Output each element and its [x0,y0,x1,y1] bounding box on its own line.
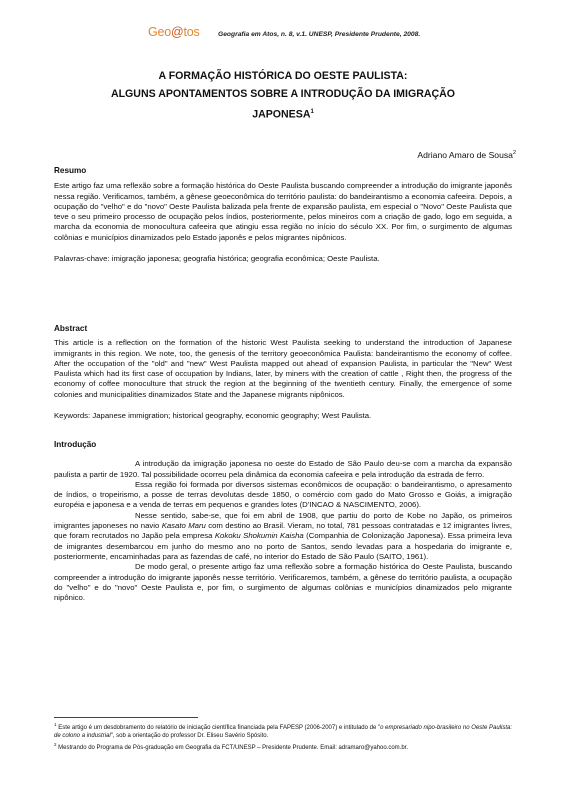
author-name: Adriano Amaro de Sousa [417,150,513,160]
resumo-section [54,166,512,264]
abstract-text: This article is a reflection on the formation of the historic West Paulista seeking to understand the introduction of Japanese immigrants in this region. We note, too, the genesis of the territory geoeconômica Paulista: bandeirantismo the economy of coffee. After the occupation of the "old" and "new" West Paulista mapped out ahead of expansion Paulista, in particular the "New" West Paulista which had its first case of occupation by Indians, later, by miners with the creation of cattle , Right then, the progress of the economy of coffee monoculture that struck the region at the beginning of the twentieth century. Finally, the emergence of some colonies and municipalities dinamizados State and the Japanese migrants nipônicos. [54,338,512,399]
article-title [60,67,506,124]
abstract-keywords: Keywords: Japanese immigration; historical geography, economic geography; West Paulista. [54,411,372,421]
footnote-1 [54,721,512,740]
title-line-3 [60,103,506,124]
footnote-2-mark: 2 [54,742,57,747]
footnote-1-part-b: ", sob a orientação do professor Dr. Eliseu Savério Spósito. [110,733,269,739]
intro-p3-part-c: (Companhia de Colonização Japonesa). Essa primeira leva de imigrantes desembarcou em junho do mesmo ano no porto de Santos, sendo levadas para a hospedaria do imigrante e, posteriormente, encaminhadas para as fazendas de café, no interior do Estado de São Paulo (SAITO, 1961). [54,531,512,561]
page-header [0,22,566,44]
intro-p3-part-a: Nesse sentido, sabe-se, que foi em abril de 1908, que partiu do porto de Kobe no Japão, os primeiros imigrantes japoneses no navio [54,510,512,531]
author-footnote-mark: 2 [512,150,516,157]
footnote-divider [54,717,198,718]
title-footnote-mark: 1 [310,109,314,115]
footnote-2-text: Mestrando do Programa de Pós-graduação em Geografia da FCT/UNESP – Presidente Prudente. Email: adramaro@yahoo.com.br. [56,745,409,751]
introducao-heading: Introdução [54,440,97,449]
journal-logo: Geo@tos [148,25,200,39]
resumo-heading: Resumo [54,166,87,175]
resumo-keywords: Palavras-chave: imigração japonesa; geografia histórica; geografia econômica; Oeste Paulista. [54,254,380,264]
intro-paragraph-4: De modo geral, o presente artigo faz uma reflexão sobre a formação histórica do Oeste Paulista, buscando compreender a introdução do imigrante japonês nesse território. Verificaremos, também, a gênese do território paulista, a ocupação do "velho" e do "novo" Oeste Paulista e, por fim, o surgimento de algumas colônias e municípios dinamizados pelo migrante nipônico. [54,562,512,603]
intro-paragraph-1: A introdução da imigração japonesa no oeste do Estado de São Paulo deu-se com a marcha da expansão paulista a partir de 1920. Tal possibilidade ocorreu pela dinâmica da economia cafeeira e pela introdução da estrada de ferro. [54,459,512,479]
footnote-1-mark: 1 [54,722,57,727]
footnote-2 [54,741,512,752]
footnote-1-part-a: Este artigo é um desdobramento do relatório de iniciação científica financiada pela FAPESP (2006-2007) e intitulado de " [56,725,381,731]
ship-name: Kasato Maru [161,521,206,531]
intro-paragraph-3 [54,511,512,562]
abstract-section [54,324,512,421]
title-line-1: A FORMAÇÃO HISTÓRICA DO OESTE PAULISTA: [158,70,408,82]
title-line-2: ALGUNS APONTAMENTOS SOBRE A INTRODUÇÃO DA IMIGRAÇÃO [110,88,456,100]
introducao-section [54,440,512,603]
journal-line: Geografia em Atos, n. 8, v.1. UNESP, Presidente Prudente, 2008. [218,31,421,38]
intro-p3-part-b: com destino ao Brasil. Vieram, no total, 781 pessoas contratadas e 12 imigrantes livres, que foram recrutados no Japão pela empresa [54,521,512,541]
footnote-1-italic: o empresariado nipo-brasileiro no Oeste Paulista: de colono a industrial [54,725,512,739]
intro-paragraph-2: Essa região foi formada por diversos sistemas econômicos de ocupação: o bandeirantismo, o apresamento de índios, o tropeirismo, a posse de terras devolutas desde 1850, o comércio com gado do Mato Grosso e Goiás, a imigração européia e japonesa e a venda de terras em pequenos e grandes lotes (D'INCAO & NASCIMENTO, 2006). [54,479,512,510]
resumo-text: Este artigo faz uma reflexão sobre a formação histórica do Oeste Paulista buscando compreender a introdução do imigrante japonês nessa região. Verificamos, também, a gênese geoeconômica do território paulista: do bandeirantismo a economia cafeeira. Depois, a ocupação do "velho" e do "novo" Oeste Paulista balizada pela frente de expansão paulista, em especial o "Novo" Oeste Paulista que teve o seu primeiro processo de ocupação pelos índios, posteriormente, pelos mineiros com a criação de gado, logo em seguida, a marcha da economia de monocultura cafeeira que atingiu essa região no início do século XX. Por fim, o surgimento de algumas colônias e municípios dinamizados pelo Estado japonês e pelos migrantes nipônicos. [54,181,512,242]
title-line-3-text: JAPONESA [252,108,311,121]
author [417,150,516,160]
company-name: Kokoku Shokumin Kaisha [214,531,304,541]
abstract-heading: Abstract [54,324,88,333]
